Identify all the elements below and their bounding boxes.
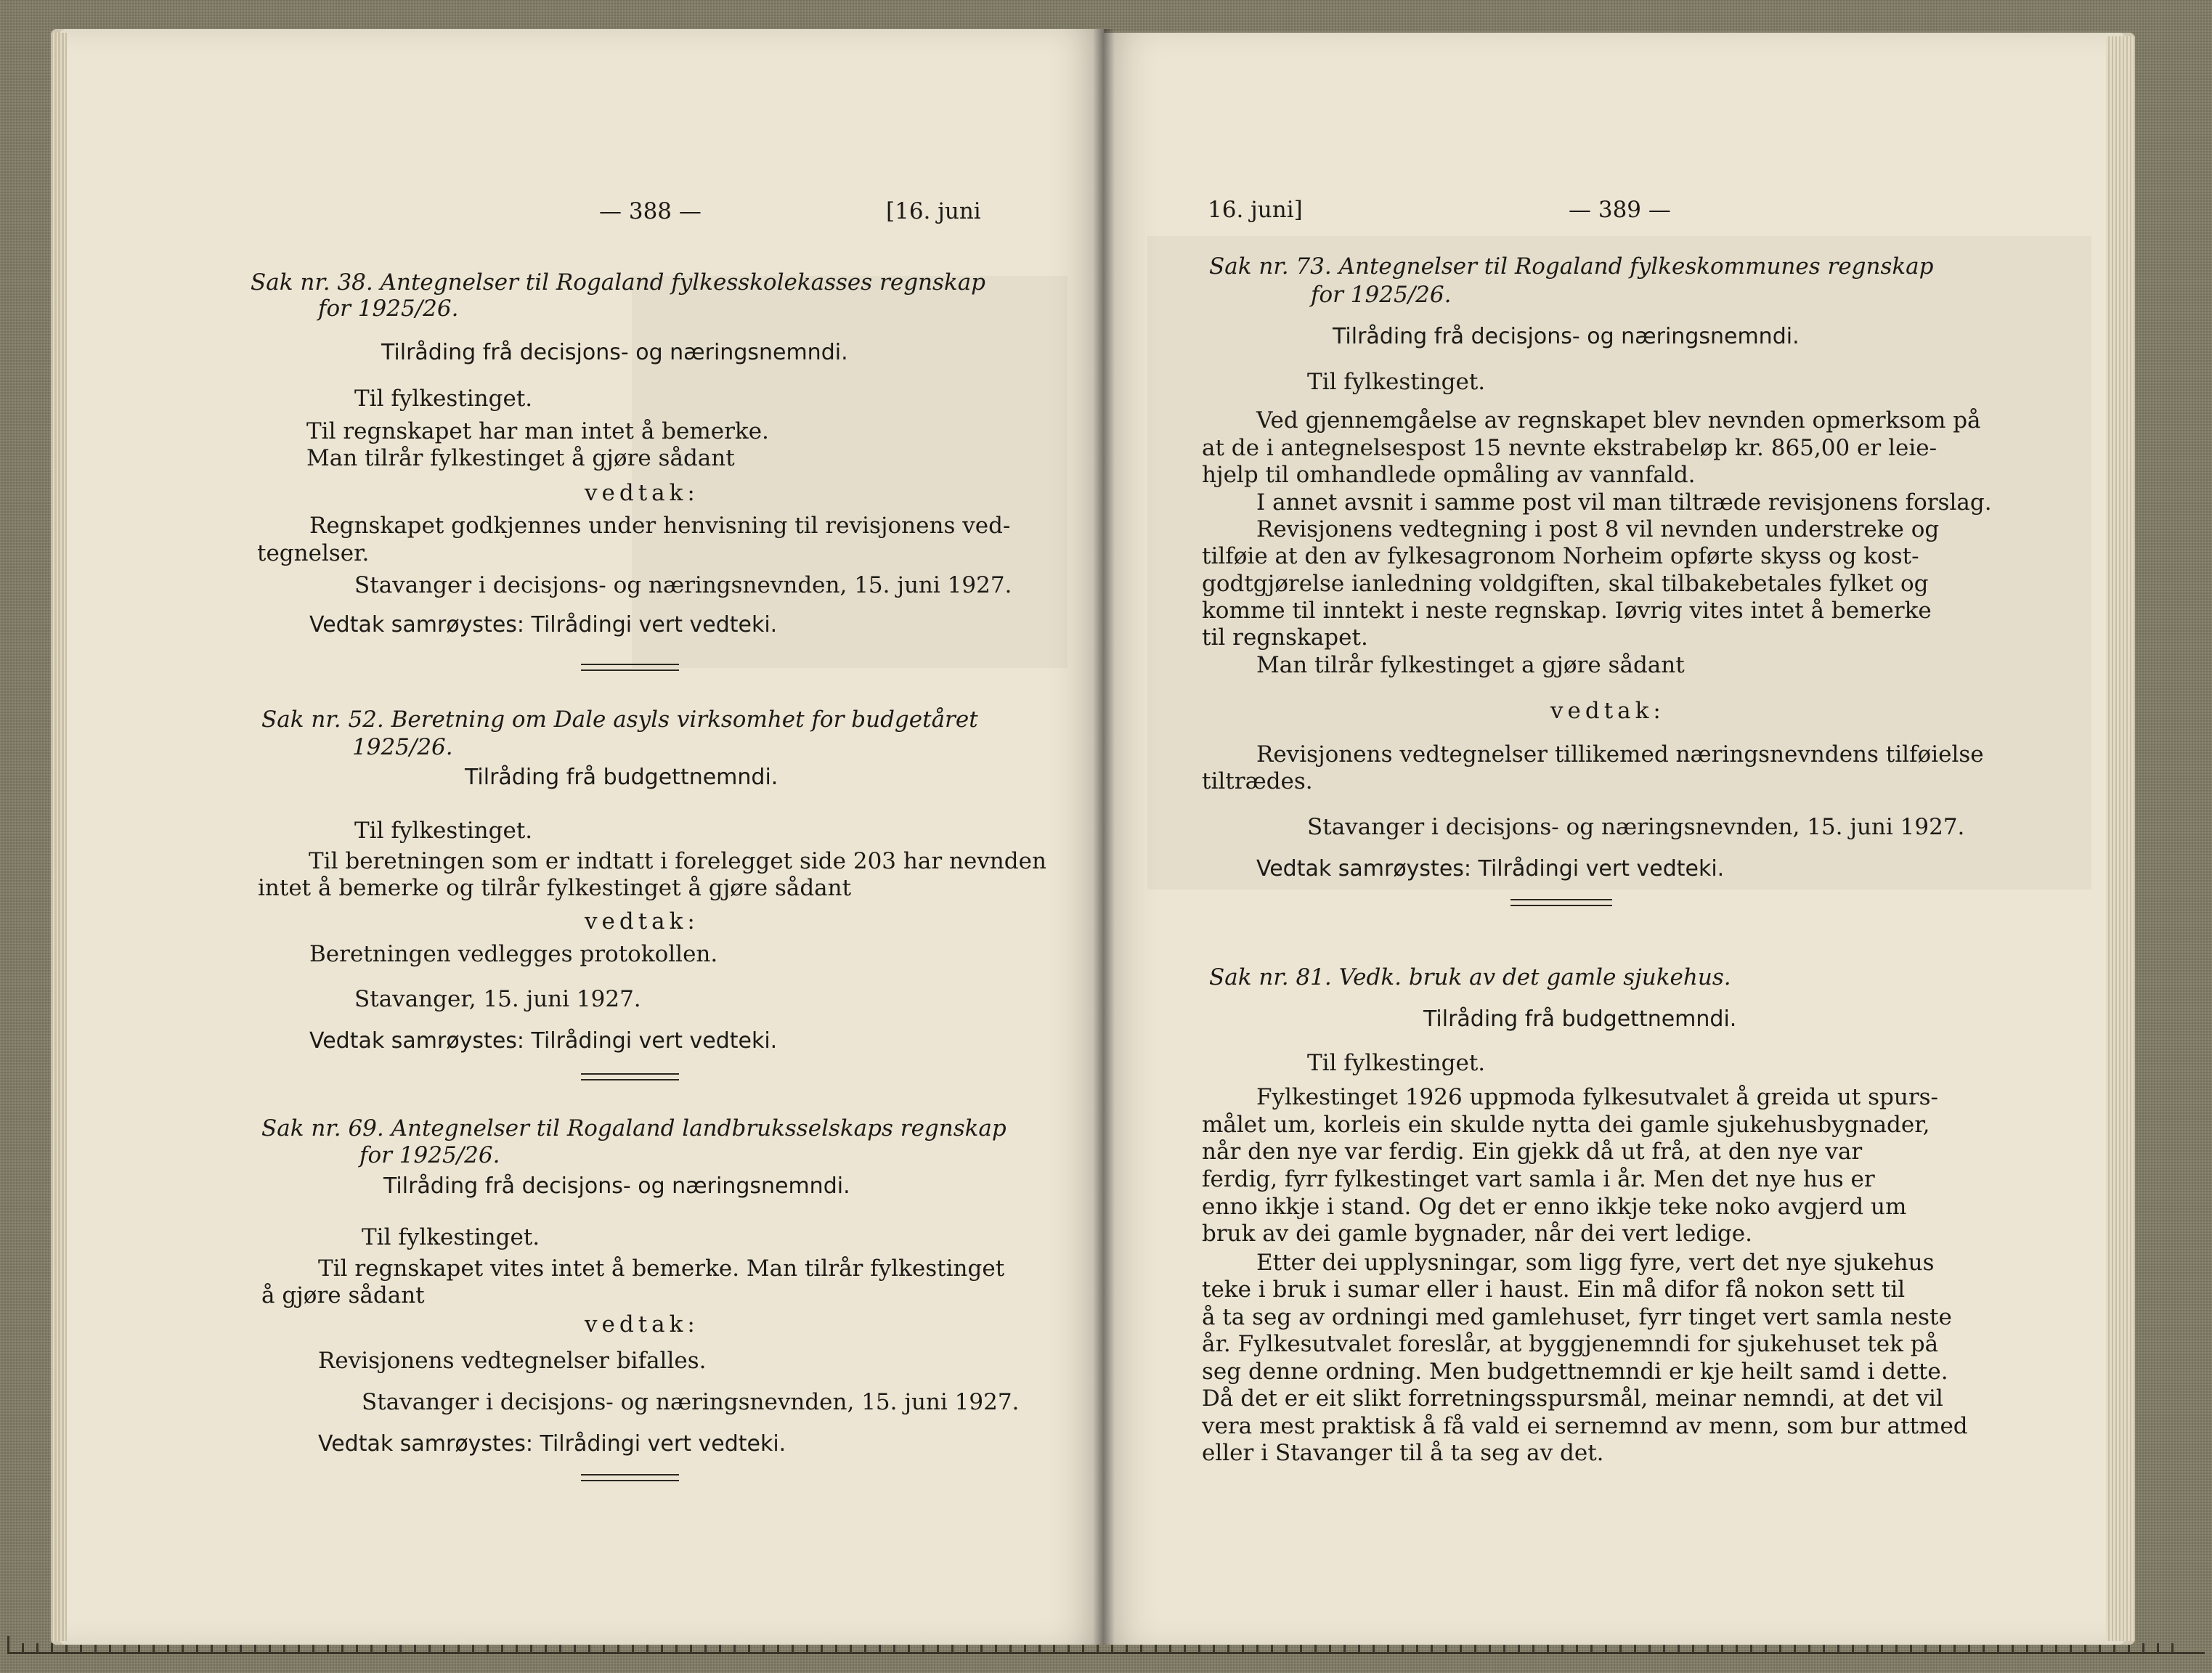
left-page bbox=[51, 29, 1104, 1645]
sak-73-line: komme til inntekt i neste regnskap. Iøvrig vites intet å bemerke bbox=[1202, 598, 1932, 624]
sak-69-heading: Tilråding frå decisjons- og næringsnemndi. bbox=[383, 1173, 850, 1199]
sak-73-line: tilføie at den av fylkesagronom Norheim opførte skyss og kost- bbox=[1202, 543, 1919, 569]
sak-69-title-line2: for 1925/26. bbox=[359, 1142, 500, 1168]
sak-52-title-line2: 1925/26. bbox=[352, 734, 453, 760]
sak-73-line: Man tilrår fylkestinget a gjøre sådant bbox=[1256, 652, 1685, 678]
sak-38-line: Til regnskapet har man intet å bemerke. bbox=[306, 418, 769, 444]
sak-81-line: eller i Stavanger til å ta seg av det. bbox=[1202, 1440, 1604, 1466]
section-divider bbox=[1510, 899, 1612, 900]
bleed-through-shadow bbox=[632, 276, 1068, 668]
sak-38-line: Stavanger i decisjons- og næringsnevnden, 15. juni 1927. bbox=[354, 572, 1012, 598]
section-divider bbox=[581, 1474, 679, 1475]
sak-81-heading: Tilråding frå budgettnemndi. bbox=[1423, 1006, 1737, 1032]
page-edges-right bbox=[2106, 36, 2135, 1641]
ruler-tick bbox=[22, 1643, 24, 1652]
sak-81-line: seg denne ordning. Men budgettnemndi er kje heilt samd i dette. bbox=[1202, 1359, 1948, 1385]
sak-81-line: Til fylkestinget. bbox=[1307, 1050, 1486, 1076]
sak-73-heading: Tilråding frå decisjons- og næringsnemndi. bbox=[1333, 324, 1800, 349]
date-header: 16. juni] bbox=[1208, 197, 1303, 223]
sak-52-line: Beretningen vedlegges protokollen. bbox=[309, 941, 718, 967]
sak-81-line: år. Fylkesutvalet foreslår, at byggjenemndi for sjukehuset tek på bbox=[1202, 1331, 1939, 1357]
section-divider bbox=[581, 1073, 679, 1075]
sak-73-line: Til fylkestinget. bbox=[1307, 369, 1486, 395]
sak-81-line: enno ikkje i stand. Og det er enno ikkje teke noko avgjerd um bbox=[1202, 1194, 1907, 1220]
sak-38-title-line2: for 1925/26. bbox=[318, 296, 459, 322]
sak-52-vedtak-word: vedtak: bbox=[585, 908, 699, 935]
sak-52-line: Til beretningen som er indtatt i forelegget side 203 har nevnden bbox=[309, 848, 1046, 874]
sak-52-heading: Tilråding frå budgettnemndi. bbox=[465, 765, 778, 790]
sak-81-title: Sak nr. 81. Vedk. bruk av det gamle sjukehus. bbox=[1209, 964, 1731, 990]
sak-81-line: Då det er eit slikt forretningsspursmål, meinar nemndi, at det vil bbox=[1202, 1385, 1943, 1412]
sak-73-line: til regnskapet. bbox=[1202, 624, 1368, 651]
sak-73-line: tiltrædes. bbox=[1202, 768, 1313, 794]
sak-73-line: I annet avsnit i samme post vil man tiltræde revisjonens forslag. bbox=[1256, 489, 1992, 516]
sak-38-line: Man tilrår fylkestinget å gjøre sådant bbox=[306, 445, 735, 471]
sak-73-vedtak: Vedtak samrøystes: Tilrådingi vert vedteki. bbox=[1256, 856, 1725, 882]
sak-38-vedtak: Vedtak samrøystes: Tilrådingi vert vedteki. bbox=[309, 612, 778, 638]
sak-81-line: Etter dei upplysningar, som ligg fyre, vert det nye sjukehus bbox=[1256, 1250, 1935, 1276]
sak-69-vedtak-word: vedtak: bbox=[585, 1311, 699, 1338]
sak-73-line: Ved gjennemgåelse av regnskapet blev nevnden opmerksom på bbox=[1256, 407, 1981, 433]
sak-69-line: Til regnskapet vites intet å bemerke. Man tilrår fylkestinget bbox=[318, 1255, 1005, 1282]
date-header: [16. juni bbox=[886, 198, 981, 224]
sak-69-line: Stavanger i decisjons- og næringsnevnden, 15. juni 1927. bbox=[362, 1389, 1020, 1415]
section-divider bbox=[1510, 905, 1612, 906]
ruler-tick bbox=[36, 1643, 38, 1652]
sak-69-line: Til fylkestinget. bbox=[362, 1224, 540, 1250]
sak-81-line: teke i bruk i sumar eller i haust. Ein må difor få nokon sett til bbox=[1202, 1277, 1906, 1303]
sak-38-heading: Tilråding frå decisjons- og næringsnemndi. bbox=[381, 340, 848, 365]
section-divider bbox=[581, 669, 679, 671]
sak-52-line: Stavanger, 15. juni 1927. bbox=[354, 986, 641, 1012]
ruler-tick bbox=[2142, 1643, 2144, 1652]
section-divider bbox=[581, 1480, 679, 1481]
sak-81-line: ferdig, fyrr fylkestinget vart samla i år. Men det nye hus er bbox=[1202, 1166, 1875, 1192]
sak-69-vedtak: Vedtak samrøystes: Tilrådingi vert vedteki. bbox=[318, 1431, 786, 1457]
sak-69-line: Revisjonens vedtegnelser bifalles. bbox=[318, 1348, 707, 1374]
sak-81-line: vera mest praktisk å få vald ei sernemnd av menn, som bur attmed bbox=[1202, 1413, 1968, 1439]
section-divider bbox=[581, 664, 679, 665]
sak-73-line: Revisjonens vedtegnelser tillikemed næringsnevndens tilføielse bbox=[1256, 741, 1984, 768]
sak-81-line: når den nye var ferdig. Ein gjekk då ut frå, at den nye var bbox=[1202, 1139, 1863, 1165]
sak-73-title-line1: Sak nr. 73. Antegnelser til Rogaland fylkeskommunes regnskap bbox=[1209, 253, 1934, 280]
sak-81-line: å ta seg av ordningi med gamlehuset, fyrr tinget vert samla neste bbox=[1202, 1304, 1952, 1330]
book-gutter bbox=[1093, 29, 1115, 1645]
sak-73-line: Stavanger i decisjons- og næringsnevnden, 15. juni 1927. bbox=[1307, 814, 1965, 840]
sak-73-line: godtgjørelse ianledning voldgiften, skal tilbakebetales fylket og bbox=[1202, 571, 1929, 597]
sak-73-line: hjelp til omhandlede opmåling av vannfald. bbox=[1202, 462, 1696, 488]
sak-38-line: Til fylkestinget. bbox=[354, 386, 533, 412]
sak-38-line: tegnelser. bbox=[257, 540, 370, 566]
sak-73-line: at de i antegnelsespost 15 nevnte ekstrabeløp kr. 865,00 er leie- bbox=[1202, 435, 1937, 461]
sak-73-title-line2: for 1925/26. bbox=[1311, 282, 1452, 308]
sak-69-line: å gjøre sådant bbox=[261, 1282, 425, 1308]
ruler-tick bbox=[51, 1643, 53, 1652]
page-number: — 388 — bbox=[599, 198, 702, 224]
sak-81-line: målet um, korleis ein skulde nytta dei gamle sjukehusbygnader, bbox=[1202, 1112, 1930, 1138]
ruler-tick bbox=[7, 1636, 9, 1652]
section-divider bbox=[581, 1079, 679, 1080]
sak-38-line: Regnskapet godkjennes under henvisning til revisjonens ved- bbox=[309, 513, 1011, 539]
sak-52-line: intet å bemerke og tilrår fylkestinget å gjøre sådant bbox=[258, 875, 852, 901]
sak-52-line: Til fylkestinget. bbox=[354, 818, 533, 844]
page-edges-left bbox=[51, 33, 67, 1641]
ruler-tick bbox=[2157, 1643, 2159, 1652]
page-number: — 389 — bbox=[1569, 197, 1671, 223]
ruler-tick bbox=[2171, 1643, 2174, 1652]
sak-38-vedtak-word: vedtak: bbox=[585, 480, 699, 506]
sak-52-title-line1: Sak nr. 52. Beretning om Dale asyls virksomhet for budgetåret bbox=[261, 707, 978, 733]
sak-52-vedtak: Vedtak samrøystes: Tilrådingi vert vedteki. bbox=[309, 1028, 778, 1054]
sak-73-vedtak-word: vedtak: bbox=[1550, 698, 1665, 724]
sak-69-title-line1: Sak nr. 69. Antegnelser til Rogaland landbruksselskaps regnskap bbox=[261, 1115, 1007, 1141]
sak-81-line: Fylkestinget 1926 uppmoda fylkesutvalet å greida ut spurs- bbox=[1256, 1084, 1939, 1110]
sak-38-title-line1: Sak nr. 38. Antegnelser til Rogaland fylkesskolekasses regnskap bbox=[251, 269, 986, 296]
sak-73-line: Revisjonens vedtegning i post 8 vil nevnden understreke og bbox=[1256, 516, 1940, 542]
sak-81-line: bruk av dei gamle bygnader, når dei vert ledige. bbox=[1202, 1221, 1753, 1247]
right-page bbox=[1104, 33, 2135, 1645]
